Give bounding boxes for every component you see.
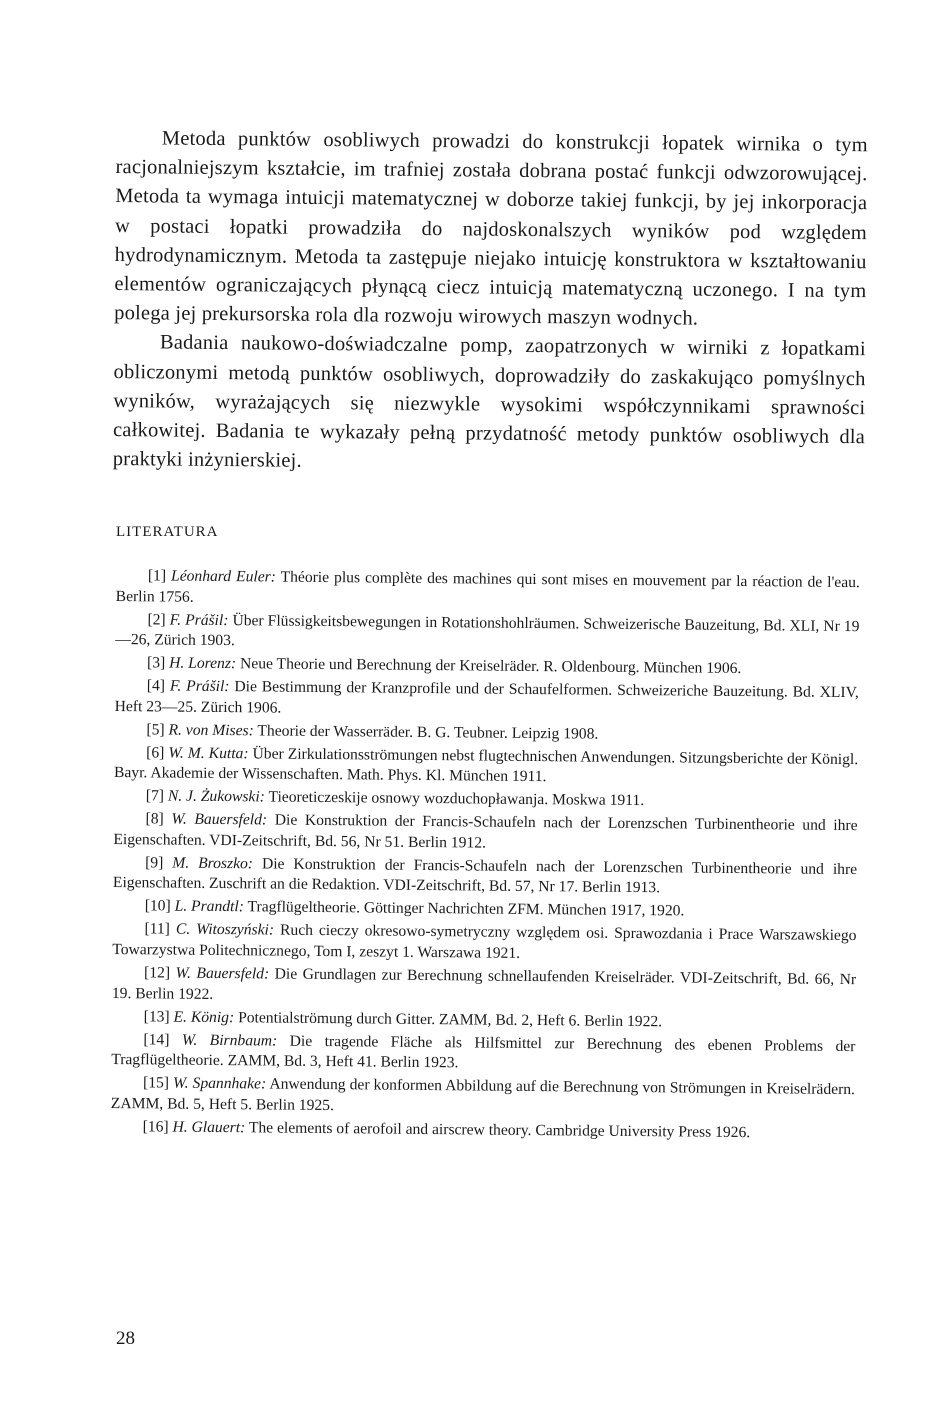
paragraph: Badania naukowo-doświadczalne pomp, zaopatrzonych w wirniki z łopatkami obliczonymi metodą punktów osobliwych, doprowadziły do zaskakująco pomyślnych wyników, wyrażających się niezwykle wysokimi współczynnikami sprawności całkowitej. Badania te wykazały pełną przydatność metody punktów osobliwych dla praktyki inżynierskiej. bbox=[112, 331, 866, 473]
reference-list bbox=[110, 566, 859, 1147]
reference-author: C. Witoszyński: bbox=[175, 920, 275, 939]
reference-number: [7] bbox=[145, 787, 165, 805]
reference-number: [3] bbox=[146, 654, 166, 672]
reference-item bbox=[112, 963, 856, 1011]
reference-author: H. Glauert: bbox=[172, 1118, 246, 1136]
reference-text: Tieoreticzeskije osnowy wozduchopławanja. Moskwa 1911. bbox=[268, 788, 645, 810]
reference-number: [9] bbox=[145, 854, 164, 872]
reference-author: W. Bauersfeld: bbox=[171, 810, 268, 829]
body-text bbox=[113, 124, 868, 482]
reference-number: [13] bbox=[143, 1007, 170, 1026]
reference-number: [14] bbox=[143, 1030, 170, 1049]
reference-text: Ruch cieczy okresowo-symetryczny względem osi. Sprawozdania i Prace Warszawskiego Towarzystwa Politechnicznego, Tom I, zeszyt 1. Warszawa 1921. bbox=[112, 921, 857, 962]
reference-item bbox=[113, 809, 857, 857]
reference-author: M. Broszko: bbox=[172, 854, 254, 873]
reference-item bbox=[114, 743, 858, 791]
reference-text: Über Flüssigkeitsbewegungen in Rotationshohlräumen. Schweizerische Bauzeitung, Bd. XLI, Nr 19—26, Zürich 1903. bbox=[115, 611, 860, 650]
reference-author: H. Lorenz: bbox=[169, 654, 237, 673]
reference-number: [8] bbox=[145, 810, 164, 828]
reference-item bbox=[116, 566, 860, 614]
reference-number: [5] bbox=[146, 721, 165, 739]
reference-text: Über Zirkulationsströmungen nebst flugtechnischen Anwendungen. Sitzungsberichte der Königl. Bayr. Akademie der Wissenschaften. Math. Phys. Kl. München 1911. bbox=[113, 745, 859, 786]
reference-item bbox=[115, 676, 859, 724]
reference-item bbox=[112, 919, 856, 967]
reference-text: Anwendung der konformen Abbildung auf die Berechnung von Strömungen in Kreiselrädern. ZAMM, Bd. 5, Heft 5. Berlin 1925. bbox=[110, 1075, 856, 1114]
page-number: 28 bbox=[116, 1328, 135, 1349]
literature-heading: LITERATURA bbox=[116, 524, 219, 540]
reference-text: Potentialströmung durch Gitter. ZAMM, Bd. 2, Heft 6. Berlin 1922. bbox=[238, 1008, 663, 1030]
reference-text: Die tragende Fläche als Hilfsmittel zur Berechnung des ebenen Problems der Tragflügeltheorie. ZAMM, Bd. 3, Heft 41. Berlin 1923. bbox=[111, 1032, 856, 1072]
reference-item bbox=[111, 1073, 855, 1121]
reference-number: [15] bbox=[142, 1074, 170, 1092]
reference-author: W. M. Kutta: bbox=[168, 744, 249, 762]
reference-text: Theorie der Wasserräder. B. G. Teubner. Leipzig 1908. bbox=[257, 722, 599, 743]
reference-author: W. Spannhake: bbox=[172, 1074, 267, 1093]
reference-text: Tragflügeltheorie. Göttinger Nachrichten ZFM. München 1917, 1920. bbox=[247, 898, 685, 920]
reference-number: [6] bbox=[146, 744, 165, 762]
reference-author: L. Prandtl: bbox=[174, 898, 245, 916]
reference-item bbox=[115, 610, 859, 658]
reference-text: Théorie plus complète des machines qui sont mises en mouvement par la réaction de l'eau. Berlin 1756. bbox=[115, 568, 860, 606]
reference-text: Neue Theorie und Berechnung der Kreiselräder. R. Oldenbourg. München 1906. bbox=[239, 655, 742, 678]
reference-author: W. Bauersfeld: bbox=[175, 964, 270, 983]
reference-author: R. von Mises: bbox=[168, 721, 254, 740]
reference-author: E. König: bbox=[173, 1008, 235, 1026]
reference-text: Die Grundlagen zur Berechnung schnellaufenden Kreiselräder. VDI-Zeitschrift, Bd. 66, Nr 19. Berlin 1922. bbox=[111, 965, 857, 1003]
reference-number: [11] bbox=[144, 920, 171, 938]
reference-number: [2] bbox=[147, 610, 166, 629]
reference-item bbox=[111, 1117, 855, 1145]
reference-number: [12] bbox=[144, 964, 171, 982]
reference-author: F. Prášil: bbox=[169, 677, 230, 696]
reference-number: [10] bbox=[144, 897, 171, 915]
reference-item bbox=[113, 853, 857, 901]
reference-text: Die Bestimmung der Kranzprofile und der Schaufelformen. Schweizeriche Bauzeitung. Bd. XLIV, Heft 23—25. Zürich 1906. bbox=[114, 678, 859, 717]
reference-item bbox=[111, 1030, 855, 1078]
paragraph: Metoda punktów osobliwych prowadzi do konstrukcji łopatek wirnika o tym racjonalniejszym kształcie, im trafniej została dobrana postać funkcji odwzorowującej. Metoda ta wymaga intuicji matematycznej w doborze takiej funkcji, by jej inkorporacja w postaci łopatki prowadziła do najdoskonalszych wyników pod względem hydrodynamicznym. Metoda ta zastępuje niejako intuicję konstruktora w kształtowaniu elementów ograniczających płynącą ciecz intuicją matematyczną uczonego. I na tym polega jej prekursorska rola dla rozwoju wirowych maszyn wodnych. bbox=[114, 127, 868, 330]
reference-author: Léonhard Euler: bbox=[170, 567, 277, 586]
reference-author: N. J. Żukowski: bbox=[167, 787, 265, 806]
reference-text: Die Konstruktion der Francis-Schaufeln nach der Lorenzschen Turbinentheorie und ihre Eigenschaften. Zuschrift an die Redaktion. VDI-Zeitschrift, Bd. 57, Nr 17. Berlin 1913. bbox=[112, 855, 858, 897]
reference-author: W. Birnbaum: bbox=[181, 1031, 278, 1050]
reference-number: [16] bbox=[142, 1117, 169, 1136]
reference-text: Die Konstruktion der Francis-Schaufeln nach der Lorenzschen Turbinentheorie und ihre Eigenschaften. VDI-Zeitschrift, Bd. 56, Nr 51. Berlin 1912. bbox=[113, 811, 858, 852]
reference-number: [1] bbox=[147, 567, 167, 585]
reference-author: F. Prášil: bbox=[169, 611, 229, 629]
reference-text: The elements of aerofoil and airscrew theory. Cambridge University Press 1926. bbox=[248, 1119, 751, 1141]
reference-number: [4] bbox=[146, 677, 166, 695]
